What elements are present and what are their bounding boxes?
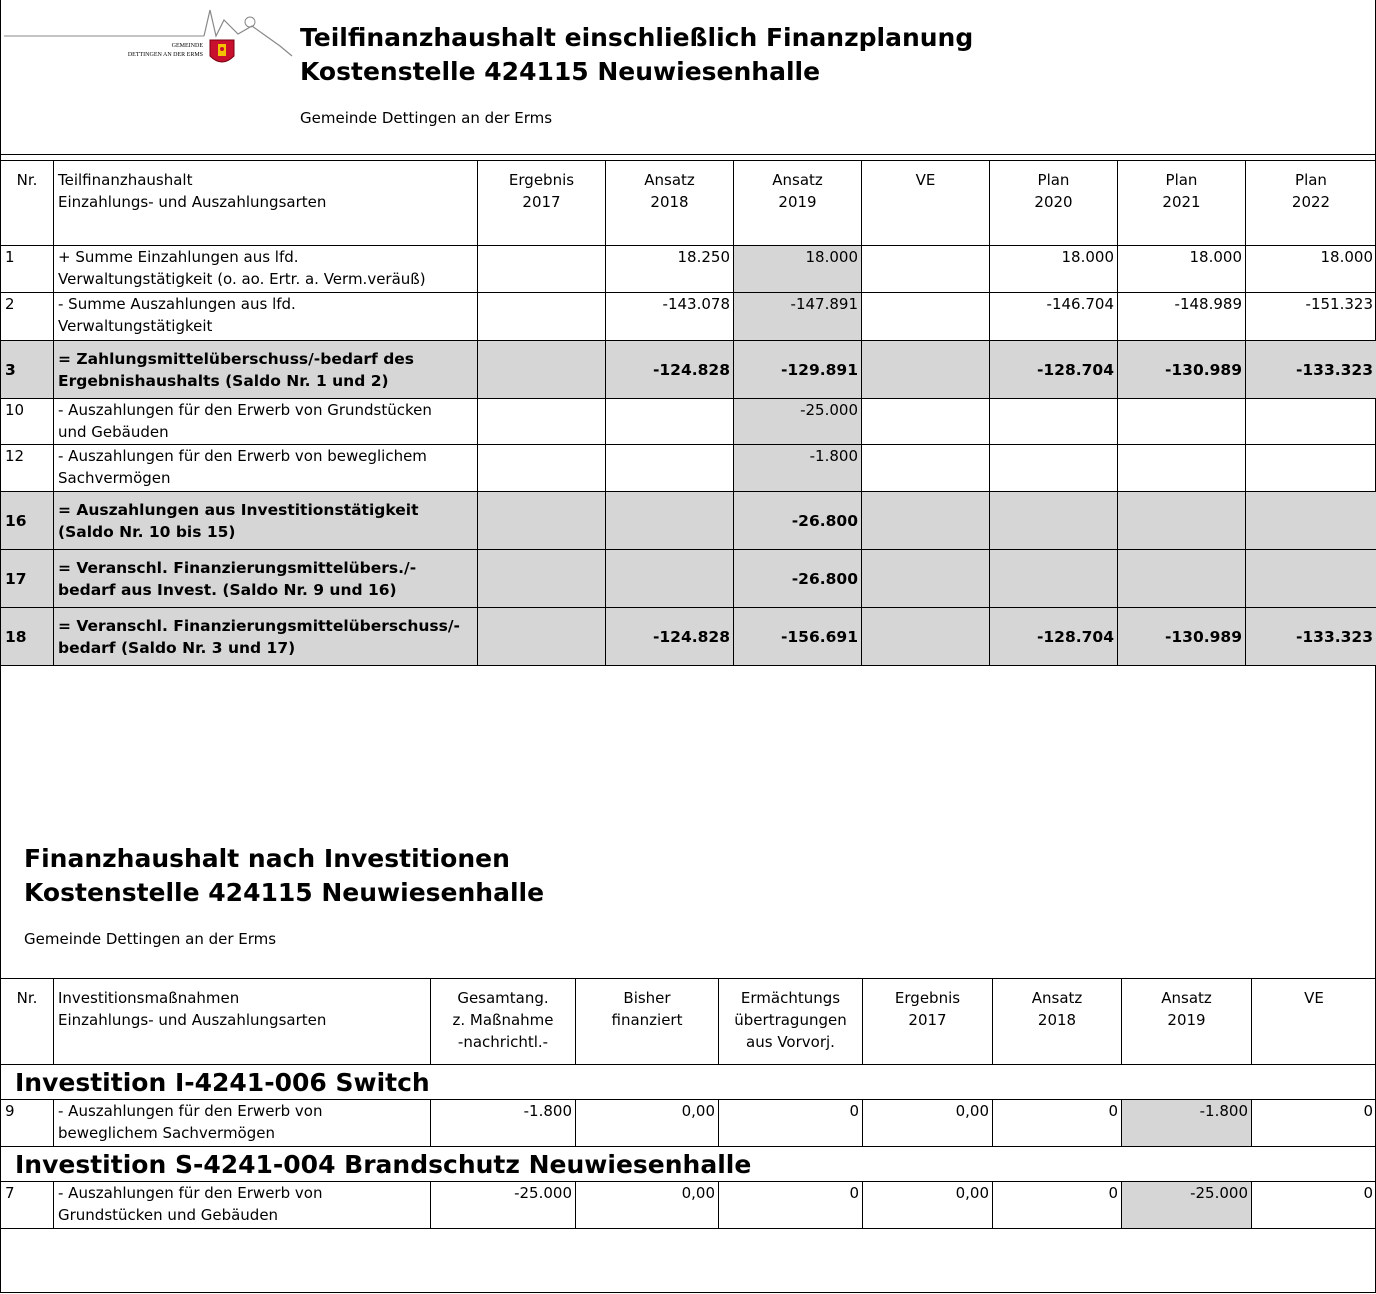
row-nr: 2 [1, 293, 54, 341]
table-row [1, 1100, 1376, 1147]
row-description [54, 399, 478, 445]
row-description-line2: beweglichem Sachvermögen [58, 1124, 275, 1142]
row-value [862, 293, 990, 341]
header-col-4 [862, 161, 990, 246]
row-value: -143.078 [606, 293, 734, 341]
row-value: 0 [719, 1182, 863, 1229]
header2-col-4-line1: Ergebnis [894, 989, 961, 1007]
row-value: -1.800 [431, 1100, 576, 1147]
title-line-1: Teilfinanzhaushalt einschließlich Finanzplanung [300, 23, 974, 52]
row-value: -128.704 [990, 608, 1118, 666]
header-col-3-line2: 2019 [778, 193, 817, 211]
row-description [54, 445, 478, 492]
header-col-6-line1: Plan [1165, 171, 1198, 189]
header-col-7-line1: Plan [1295, 171, 1327, 189]
table-row [1, 492, 1376, 550]
row-value: -1.800 [1122, 1100, 1252, 1147]
table2-header [1, 979, 1376, 1065]
table-row [1, 1182, 1376, 1229]
row-value [1118, 492, 1246, 550]
page-subtitle: Gemeinde Dettingen an der Erms [300, 109, 553, 127]
investment-title: Investition I-4241-006 Switch [1, 1065, 1376, 1100]
row-value [990, 492, 1118, 550]
row-description-line2: Verwaltungstätigkeit [58, 317, 213, 335]
table-row [1, 399, 1376, 445]
header-col-2-line2: 2018 [650, 193, 689, 211]
divider [0, 154, 1376, 155]
header2-col-7-line1: VE [1304, 989, 1324, 1007]
header2-col-1-line2: z. Maßnahme [452, 1011, 554, 1029]
row-value: 0,00 [863, 1182, 993, 1229]
row-value [1118, 445, 1246, 492]
header-col-2 [606, 161, 734, 246]
table-header [1, 161, 1376, 246]
investment-section-header [1, 1147, 1376, 1182]
row-description [54, 550, 478, 608]
row-value: 18.000 [734, 246, 862, 293]
header2-desc [54, 979, 431, 1065]
row-nr: 7 [1, 1182, 54, 1229]
header-col-5 [990, 161, 1118, 246]
row-value [1246, 550, 1376, 608]
row-value [862, 399, 990, 445]
row-value [478, 293, 606, 341]
row-nr: 18 [1, 608, 54, 666]
municipality-logo [4, 6, 294, 74]
header2-col-3-line3: aus Vorvorj. [746, 1033, 835, 1051]
row-description-line1: = Veranschl. Finanzierungsmittelübers./- [58, 558, 417, 577]
header2-col-2 [576, 979, 719, 1065]
row-value: -25.000 [1122, 1182, 1252, 1229]
row-description-line2: Sachvermögen [58, 469, 171, 487]
investment-section-header [1, 1065, 1376, 1100]
row-description [54, 246, 478, 293]
investment-title: Investition S-4241-004 Brandschutz Neuwiesenhalle [1, 1147, 1376, 1182]
header-desc-line2: Einzahlungs- und Auszahlungsarten [58, 193, 327, 211]
row-description-line2: Verwaltungstätigkeit (o. ao. Ertr. a. Verm.veräuß) [58, 270, 426, 288]
header2-col-5-line2: 2018 [1037, 1011, 1077, 1029]
header2-col-3-line1: Ermächtungs [740, 989, 841, 1007]
row-description [54, 293, 478, 341]
row-value: -130.989 [1118, 341, 1246, 399]
header-col-7 [1246, 161, 1376, 246]
header2-desc-line1: Investitionsmaßnahmen [58, 989, 240, 1007]
row-description [54, 341, 478, 399]
row-value: -130.989 [1118, 608, 1246, 666]
row-value: -128.704 [990, 341, 1118, 399]
header-col-6 [1118, 161, 1246, 246]
header2-col-6-line2: 2019 [1167, 1011, 1206, 1029]
row-value: -133.323 [1246, 341, 1376, 399]
row-nr: 3 [1, 341, 54, 399]
row-value [990, 445, 1118, 492]
row-nr: 17 [1, 550, 54, 608]
row-value: -124.828 [606, 341, 734, 399]
row-description-line1: + Summe Einzahlungen aus lfd. [58, 248, 299, 266]
row-value: 0 [993, 1182, 1122, 1229]
row-description-line2: Ergebnishaushalts (Saldo Nr. 1 und 2) [58, 371, 389, 390]
row-value [862, 445, 990, 492]
section-title [24, 842, 544, 910]
header2-col-1-line3: -nachrichtl.- [457, 1033, 549, 1051]
row-value: 18.000 [1118, 246, 1246, 293]
header2-col-2-line2: finanziert [611, 1011, 683, 1029]
row-nr: 10 [1, 399, 54, 445]
header2-col-4 [863, 979, 993, 1065]
header2-col-3 [719, 979, 863, 1065]
header-col-3-line1: Ansatz [772, 171, 823, 189]
row-value [478, 399, 606, 445]
row-value: 0,00 [576, 1100, 719, 1147]
row-value [606, 399, 734, 445]
table-row [1, 445, 1376, 492]
svg-text:GEMEINDE: GEMEINDE [171, 43, 203, 49]
row-value [1246, 399, 1376, 445]
section-title-line-1: Finanzhaushalt nach Investitionen [24, 844, 510, 873]
investitionen-table [0, 978, 1376, 1229]
header2-col-1-line1: Gesamtang. [457, 989, 549, 1007]
header-col-1-line1: Ergebnis [508, 171, 575, 189]
row-value [478, 492, 606, 550]
table-row [1, 608, 1376, 666]
row-description-line1: - Auszahlungen für den Erwerb von [58, 1102, 323, 1120]
row-description-line1: - Auszahlungen für den Erwerb von beweglichem [58, 447, 427, 465]
svg-text:DETTINGEN AN DER ERMS: DETTINGEN AN DER ERMS [127, 52, 203, 58]
row-value [862, 608, 990, 666]
header-nr: Nr. [1, 161, 54, 246]
row-value: 0,00 [576, 1182, 719, 1229]
row-value: -133.323 [1246, 608, 1376, 666]
row-description-line1: - Summe Auszahlungen aus lfd. [58, 295, 296, 313]
teilfinanzhaushalt-table [0, 160, 1376, 666]
header2-col-5-line1: Ansatz [1031, 989, 1083, 1007]
row-nr: 16 [1, 492, 54, 550]
header-col-2-line1: Ansatz [644, 171, 695, 189]
row-value [862, 492, 990, 550]
row-description [54, 1100, 431, 1147]
row-description-line1: = Zahlungsmittelüberschuss/-bedarf des [58, 349, 415, 368]
header-col-5-line2: 2020 [1034, 193, 1073, 211]
header-desc-line1: Teilfinanzhaushalt [58, 171, 193, 189]
header2-col-6-line1: Ansatz [1161, 989, 1212, 1007]
row-value [1118, 399, 1246, 445]
row-description-line1: = Auszahlungen aus Investitionstätigkeit [58, 500, 419, 519]
row-description-line2: Grundstücken und Gebäuden [58, 1206, 279, 1224]
header2-col-7 [1252, 979, 1376, 1065]
header-col-7-line2: 2022 [1291, 193, 1331, 211]
header-col-6-line2: 2021 [1162, 193, 1201, 211]
title-line-2: Kostenstelle 424115 Neuwiesenhalle [300, 57, 821, 86]
row-value: -1.800 [734, 445, 862, 492]
row-value: 0 [993, 1100, 1122, 1147]
header-col-1-line2: 2017 [522, 193, 561, 211]
header2-col-1 [431, 979, 576, 1065]
row-value: 0 [1252, 1100, 1376, 1147]
row-value: -25.000 [431, 1182, 576, 1229]
row-value: -26.800 [734, 492, 862, 550]
row-value [478, 608, 606, 666]
row-value: -124.828 [606, 608, 734, 666]
row-value: 18.000 [990, 246, 1118, 293]
row-value [990, 550, 1118, 608]
page-title [300, 21, 973, 89]
row-value: 18.250 [606, 246, 734, 293]
row-value [1246, 445, 1376, 492]
header2-col-4-line2: 2017 [908, 1011, 947, 1029]
row-nr: 9 [1, 1100, 54, 1147]
row-description-line1: - Auszahlungen für den Erwerb von [58, 1184, 323, 1202]
row-value: -148.989 [1118, 293, 1246, 341]
row-description-line2: (Saldo Nr. 10 bis 15) [58, 522, 236, 541]
row-nr: 1 [1, 246, 54, 293]
header2-col-3-line2: übertragungen [734, 1011, 847, 1029]
row-value: -26.800 [734, 550, 862, 608]
row-value: -151.323 [1246, 293, 1376, 341]
row-value: 0 [719, 1100, 863, 1147]
row-value [606, 492, 734, 550]
row-value [1246, 492, 1376, 550]
row-value [862, 341, 990, 399]
row-value [478, 550, 606, 608]
row-value: 0,00 [863, 1100, 993, 1147]
row-value [478, 246, 606, 293]
table-row [1, 246, 1376, 293]
row-value [862, 246, 990, 293]
header-col-1 [478, 161, 606, 246]
header2-nr: Nr. [1, 979, 54, 1065]
row-description-line2: bedarf aus Invest. (Saldo Nr. 9 und 16) [58, 580, 397, 599]
row-description-line2: bedarf (Saldo Nr. 3 und 17) [58, 638, 296, 657]
header-col-4-line1: VE [915, 171, 936, 189]
row-value [478, 445, 606, 492]
row-value [478, 341, 606, 399]
header2-desc-line2: Einzahlungs- und Auszahlungsarten [58, 1011, 327, 1029]
row-value [990, 399, 1118, 445]
header2-col-2-line1: Bisher [623, 989, 671, 1007]
row-value [862, 550, 990, 608]
row-value: -129.891 [734, 341, 862, 399]
row-description [54, 1182, 431, 1229]
row-value: -156.691 [734, 608, 862, 666]
row-description-line1: - Auszahlungen für den Erwerb von Grundstücken [58, 401, 432, 419]
row-value [1118, 550, 1246, 608]
header2-col-5 [993, 979, 1122, 1065]
row-value [606, 445, 734, 492]
header-desc [54, 161, 478, 246]
section-title-line-2: Kostenstelle 424115 Neuwiesenhalle [24, 878, 545, 907]
row-value: -146.704 [990, 293, 1118, 341]
header-col-3 [734, 161, 862, 246]
table-row [1, 550, 1376, 608]
row-description-line1: = Veranschl. Finanzierungsmittelüberschuss/- [58, 616, 460, 635]
header2-col-6 [1122, 979, 1252, 1065]
table-row [1, 341, 1376, 399]
section-subtitle: Gemeinde Dettingen an der Erms [24, 930, 277, 948]
header-col-5-line1: Plan [1037, 171, 1070, 189]
row-description-line2: und Gebäuden [58, 423, 169, 441]
row-value: -147.891 [734, 293, 862, 341]
row-description [54, 492, 478, 550]
row-value [606, 550, 734, 608]
row-description [54, 608, 478, 666]
row-value: -25.000 [734, 399, 862, 445]
row-value: 0 [1252, 1182, 1376, 1229]
row-nr: 12 [1, 445, 54, 492]
row-value: 18.000 [1246, 246, 1376, 293]
table-row [1, 293, 1376, 341]
